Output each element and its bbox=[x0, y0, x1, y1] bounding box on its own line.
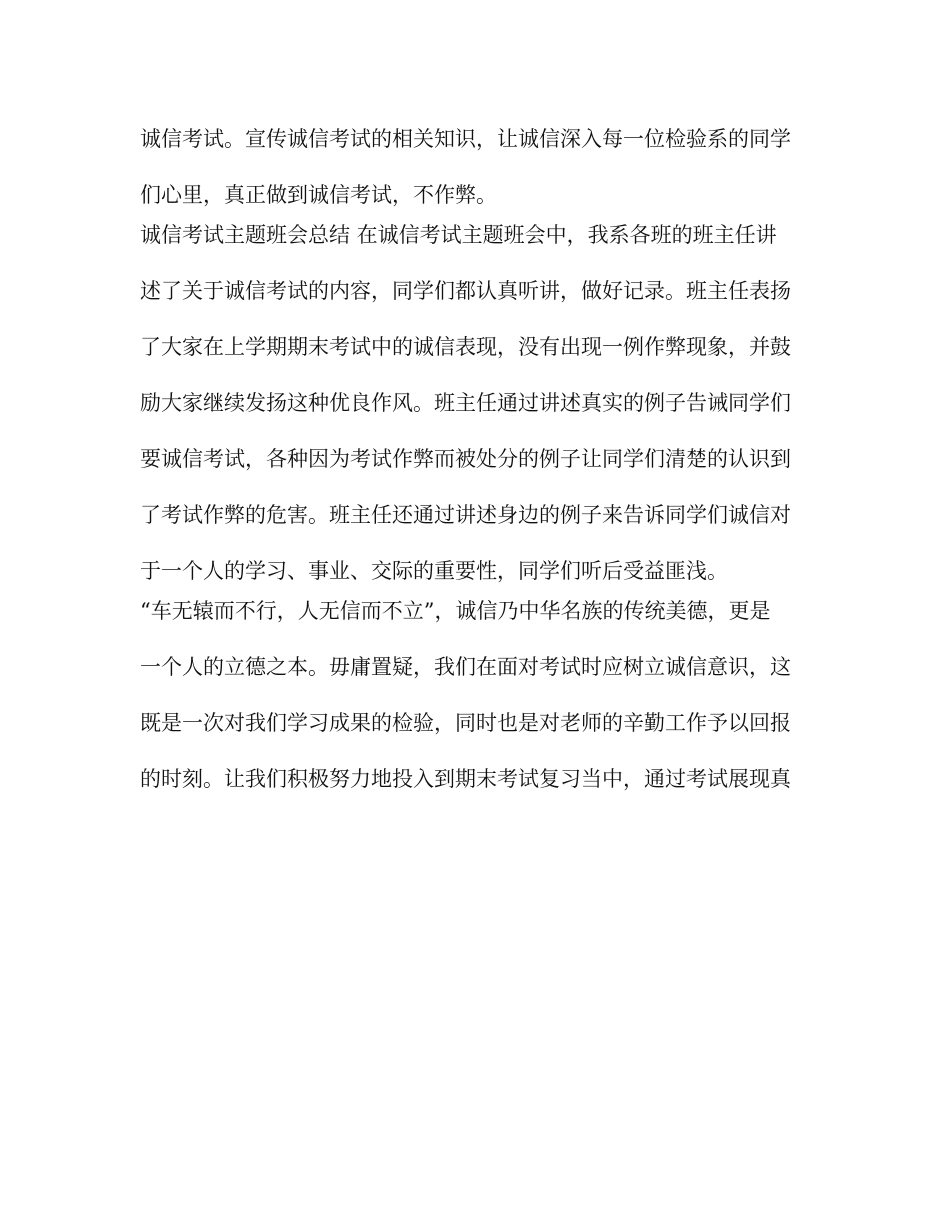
text-line: 要诚信考试，各种因为考试作弊而被处分的例子让同学们清楚的认识到 bbox=[140, 447, 791, 471]
text-line: 诚信考试主题班会总结 在诚信考试主题班会中，我系各班的班主任讲 bbox=[140, 223, 777, 247]
text-line: 励大家继续发扬这种优良作风。班主任通过讲述真实的例子告诫同学们 bbox=[140, 391, 791, 415]
text-line: 于一个人的学习、事业、交际的重要性，同学们听后受益匪浅。 bbox=[140, 559, 728, 583]
text-line: 既是一次对我们学习成果的检验，同时也是对老师的辛勤工作予以回报 bbox=[140, 711, 791, 735]
document-body bbox=[140, 126, 820, 792]
text-line: 们心里，真正做到诚信考试，不作弊。 bbox=[140, 183, 497, 207]
paragraph-3 bbox=[140, 598, 820, 792]
text-line: “车无辕而不行，人无信而不立”，诚信乃中华名族的传统美德，更是 bbox=[140, 599, 771, 623]
text-line: 述了关于诚信考试的内容，同学们都认真听讲，做好记录。班主任表扬 bbox=[140, 279, 791, 303]
text-line: 了考试作弊的危害。班主任还通过讲述身边的例子来告诉同学们诚信对 bbox=[140, 503, 791, 527]
text-line: 了大家在上学期期末考试中的诚信表现，没有出现一例作弊现象，并鼓 bbox=[140, 335, 791, 359]
paragraph-2 bbox=[140, 222, 820, 584]
text-line: 的时刻。让我们积极努力地投入到期末考试复习当中，通过考试展现真 bbox=[140, 767, 791, 791]
paragraph-1 bbox=[140, 126, 820, 208]
text-line: 诚信考试。宣传诚信考试的相关知识，让诚信深入每一位检验系的同学 bbox=[140, 127, 791, 151]
text-line: 一个人的立德之本。毋庸置疑，我们在面对考试时应树立诚信意识，这 bbox=[140, 655, 791, 679]
